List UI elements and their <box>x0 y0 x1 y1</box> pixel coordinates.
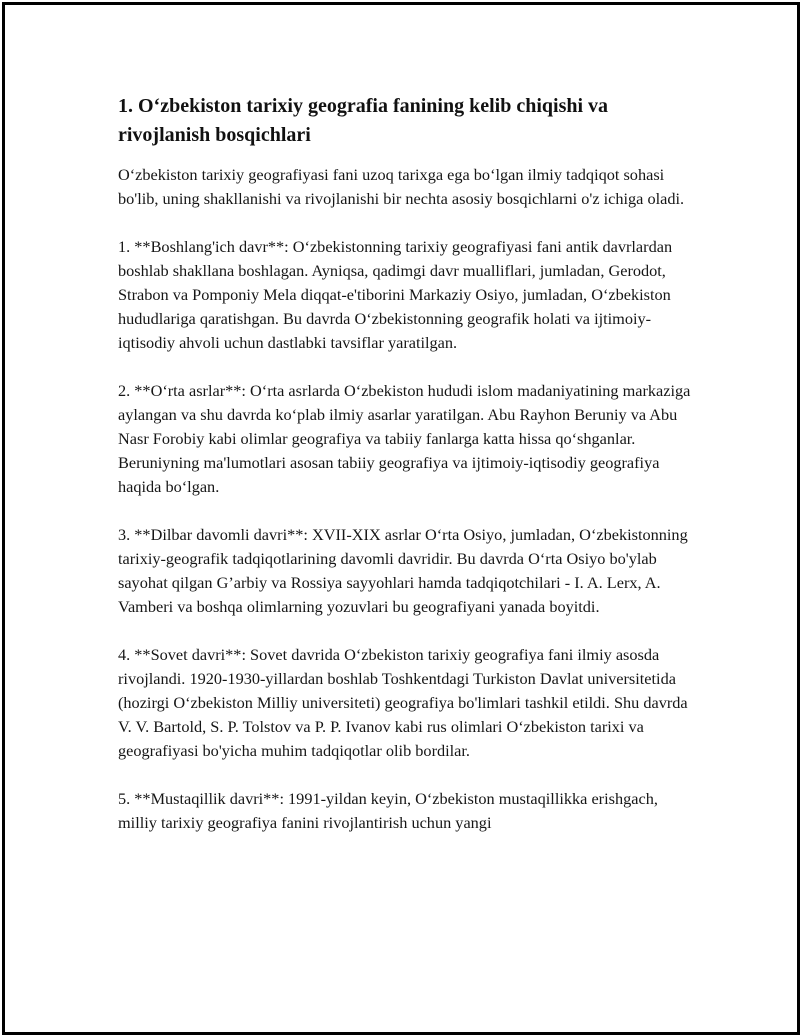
section-1-paragraph: 1. **Boshlang'ich davr**: O‘zbekistonning tarixiy geografiyasi fani antik davrlardan boshlab shakllana boshlagan. Ayniqsa, qadimgi davr mualliflari, jumladan, Gerodot, Strabon va Pomponiy Mela diqqat-e'tiborini Markaziy Osiyo, jumladan, O‘zbekiston hududlariga qaratishgan. Bu davrda O‘zbekistonning geografik holati va ijtimoiy-iqtisodiy ahvoli uchun dastlabki tavsiflar yaratilgan. <box>118 237 673 352</box>
document-title: 1. O‘zbekiston tarixiy geografia fanining kelib chiqishi va rivojlanish bosqichlari <box>118 95 609 146</box>
section-2-paragraph: 2. **O‘rta asrlar**: O‘rta asrlarda O‘zbekiston hududi islom madaniyatining markaziga aylangan va shu davrda ko‘plab ilmiy asarlar yaratilgan. Abu Rayhon Beruniy va Abu Nasr Forobiy kabi olimlar geografiya va tabiiy fanlarga katta hissa qo‘shganlar. Beruniyning ma'lumotlari asosan tabiiy geografiya va ijtimoiy-iqtisodiy geografiya haqida bo‘lgan. <box>118 381 691 496</box>
section-3-paragraph: 3. **Dilbar davomli davri**: XVII-XIX asrlar O‘rta Osiyo, jumladan, O‘zbekistonning tarixiy-geografik tadqiqotlarining davomli davridir. Bu davrda O‘rta Osiyo bo'ylab sayohat qilgan G’arbiy va Rossiya sayyohlari hamda tadqiqotchilari - I. A. Lerx, A. Vamberi va boshqa olimlarning yozuvlari bu geografiyani yanada boyitdi. <box>118 525 688 616</box>
section-4-paragraph: 4. **Sovet davri**: Sovet davrida O‘zbekiston tarixiy geografiya fani ilmiy asosda rivojlandi. 1920-1930-yillardan boshlab Toshkentdagi Turkiston Davlat universitetida (hozirgi O‘zbekiston Milliy universiteti) geografiya bo'limlari tashkil etildi. Shu davrda V. V. Bartold, S. P. Tolstov va P. P. Ivanov kabi rus olimlari O‘zbekiston tarixi va geografiyasi bo'yicha muhim tadqiqotlar olib bordilar. <box>118 645 688 760</box>
document-body <box>118 92 693 859</box>
section-5-paragraph: 5. **Mustaqillik davri**: 1991-yildan keyin, O‘zbekiston mustaqillikka erishgach, milliy tarixiy geografiya fanini rivojlantirish uchun yangi <box>118 789 658 832</box>
intro-paragraph: O‘zbekiston tarixiy geografiyasi fani uzoq tarixga ega bo‘lgan ilmiy tadqiqot sohasi bo'lib, uning shakllanishi va rivojlanishi bir nechta asosiy bosqichlarni o'z ichiga oladi. <box>118 165 685 208</box>
